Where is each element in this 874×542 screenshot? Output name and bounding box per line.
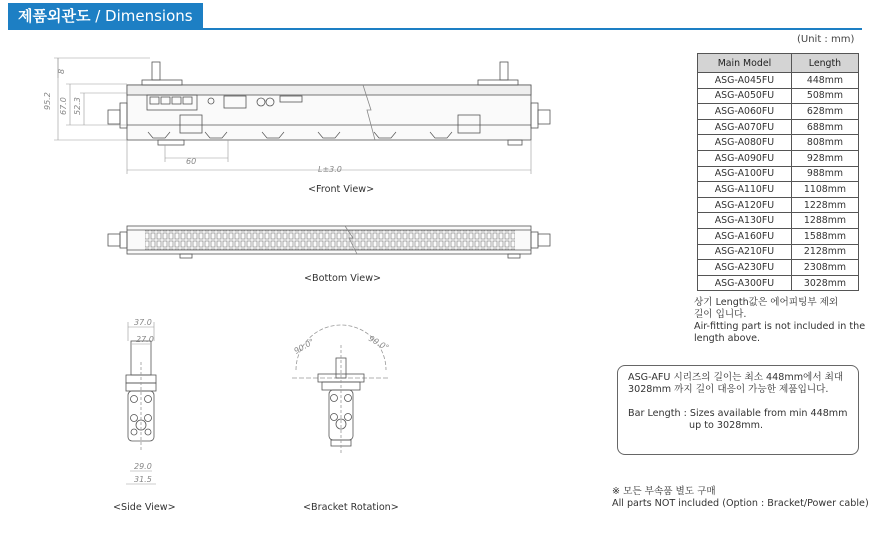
note-ko-1: 상기 Length값은 에어피팅부 제외 xyxy=(694,297,839,308)
footer-en: All parts NOT included (Option : Bracket/Power cable) xyxy=(612,498,869,509)
title-sep: / xyxy=(90,7,106,25)
length-cell: 3028mm xyxy=(791,275,858,291)
model-cell: ASG-A230FU xyxy=(698,260,792,276)
dim-side-w3: 29.0 xyxy=(134,462,152,471)
length-cell: 928mm xyxy=(791,150,858,166)
length-cell: 508mm xyxy=(791,88,858,104)
length-cell: 1588mm xyxy=(791,228,858,244)
length-cell: 1108mm xyxy=(791,182,858,198)
model-cell: ASG-A070FU xyxy=(698,119,792,135)
dim-side-w4: 31.5 xyxy=(134,475,152,484)
dim-angle-right: 90.0° xyxy=(367,333,391,353)
box-ko-1: ASG-AFU 시리즈의 길이는 최소 448mm에서 최대 xyxy=(628,372,844,383)
length-cell: 628mm xyxy=(791,104,858,120)
dim-front-h2: 95.2 xyxy=(43,92,52,110)
model-cell: ASG-A110FU xyxy=(698,182,792,198)
front-view-drawing xyxy=(54,58,550,174)
unit-label: (Unit : mm) xyxy=(797,34,855,45)
bracket-rotation-dimensions xyxy=(293,334,391,356)
note-en-2: length above. xyxy=(694,333,761,344)
model-cell: ASG-A160FU xyxy=(698,228,792,244)
dim-angle-left: 90.0° xyxy=(292,337,316,356)
box-en-2: up to 3028mm. xyxy=(628,420,764,431)
model-cell: ASG-A080FU xyxy=(698,135,792,151)
dim-side-w1: 37.0 xyxy=(134,318,152,327)
model-cell: ASG-A210FU xyxy=(698,244,792,260)
length-cell: 1228mm xyxy=(791,197,858,213)
length-cell: 2308mm xyxy=(791,260,858,276)
model-cell: ASG-A120FU xyxy=(698,197,792,213)
box-en-1: Bar Length : Sizes available from min 448mm xyxy=(628,408,848,419)
dim-front-len: L±3.0 xyxy=(318,165,342,174)
model-cell: ASG-A045FU xyxy=(698,73,792,89)
length-cell: 808mm xyxy=(791,135,858,151)
model-cell: ASG-A090FU xyxy=(698,150,792,166)
dim-front-h3: 67.0 xyxy=(59,97,68,115)
title-ko: 제품외관도 xyxy=(18,7,91,25)
model-cell: ASG-A100FU xyxy=(698,166,792,182)
col-header-model: Main Model xyxy=(698,54,792,73)
side-view-drawing xyxy=(126,322,156,484)
length-cell: 2128mm xyxy=(791,244,858,260)
dim-front-w1: 60 xyxy=(186,157,197,166)
length-cell: 1288mm xyxy=(791,213,858,229)
box-ko-2: 3028mm 까지 길이 대응이 가능한 제품입니다. xyxy=(628,384,829,395)
title-en: Dimensions xyxy=(105,7,193,25)
caption-side-view: <Side View> xyxy=(113,502,176,513)
dim-side-w2: 27.0 xyxy=(136,335,154,344)
caption-bottom-view: <Bottom View> xyxy=(304,273,382,284)
note-ko-2: 길이 입니다. xyxy=(694,309,747,320)
dim-front-h1: 8 xyxy=(57,68,66,74)
length-cell: 448mm xyxy=(791,73,858,89)
footer-ko: ※ 모든 부속품 별도 구매 xyxy=(612,486,716,497)
dim-front-h4: 52.3 xyxy=(73,97,82,115)
caption-bracket-rotation: <Bracket Rotation> xyxy=(303,502,399,513)
model-cell: ASG-A050FU xyxy=(698,88,792,104)
model-cell: ASG-A300FU xyxy=(698,275,792,291)
length-cell: 688mm xyxy=(791,119,858,135)
model-cell: ASG-A060FU xyxy=(698,104,792,120)
model-cell: ASG-A130FU xyxy=(698,213,792,229)
bottom-view-drawing xyxy=(108,226,550,258)
caption-front-view: <Front View> xyxy=(308,184,375,195)
note-en-1: Air-fitting part is not included in the xyxy=(694,321,866,332)
length-cell: 988mm xyxy=(791,166,858,182)
col-header-length: Length xyxy=(791,54,858,73)
